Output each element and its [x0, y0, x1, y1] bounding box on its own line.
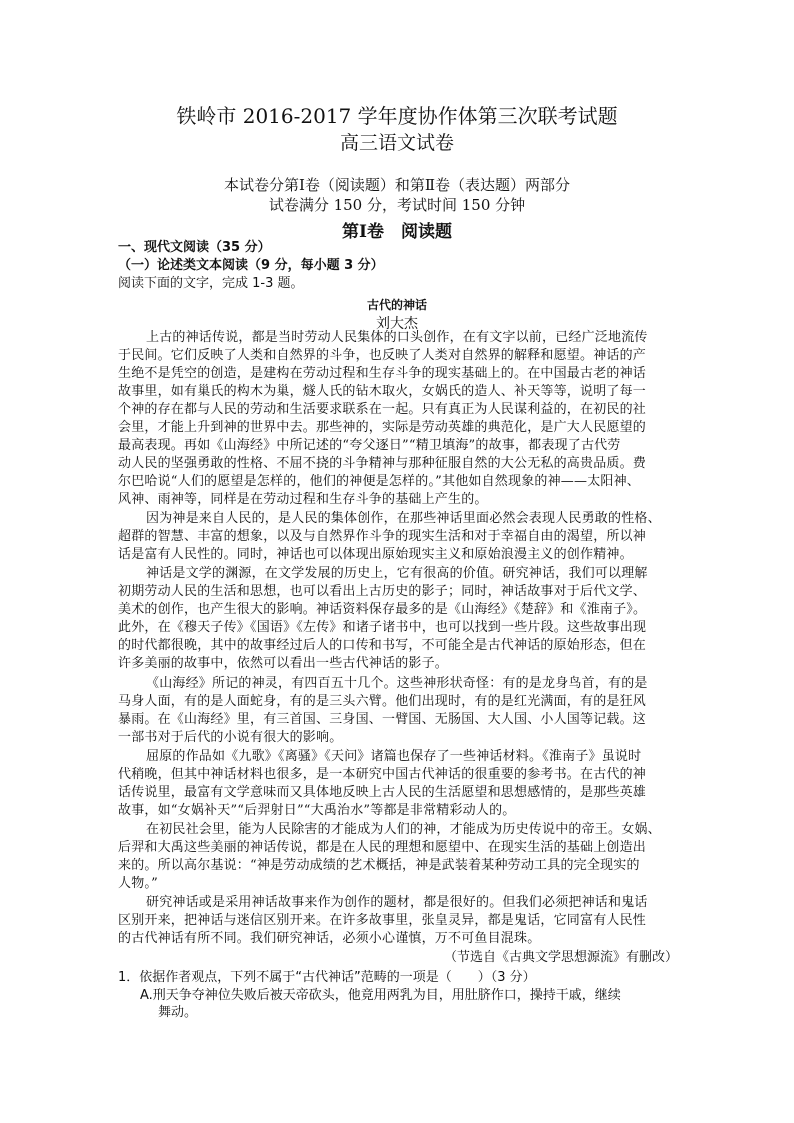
article-line: 话传说里，最富有文学意味而又具体地反映上古人民的生活愿望和思想感情的，是那些英雄 [118, 785, 647, 800]
exam-intro-score-time: 试卷满分 150 分，考试时间 150 分钟 [268, 196, 526, 214]
article-line: 一部书对于后代的小说有很大的影响。 [118, 730, 343, 745]
article-line: 故事，如“女娲补天”“后羿射日”“大禹治水”等都是非常精彩动人的。 [118, 803, 516, 818]
article-line: 区别开来，把神话与迷信区别开来。在许多故事里，张皇灵异，都是鬼话，它同富有人民性 [118, 913, 647, 928]
question-1-option-a-cont[interactable]: 舞动。 [158, 1005, 198, 1020]
section-heading: 一、现代文阅读（35 分） [118, 240, 271, 255]
article-line: 的时代都很晚，其中的故事经过后人的口传和书写，不可能全是古代神话的原始形态，但在 [118, 638, 647, 653]
article-line: 屈原的作品如《九歌》《离骚》《天问》诸篇也保存了一些神话材料。《淮南子》虽说时 [146, 749, 642, 764]
question-1-stem: 1．依据作者观点，下列不属于“古代神话”范畴的一项是（ ）（3 分） [118, 970, 536, 985]
article-line: 的古代神话有所不同。我们研究神话，必须小心谨慎，万不可鱼目混珠。 [118, 931, 541, 946]
article-line: 因为神是来自人民的，是人民的集体创作，在那些神话里面必然会表现人民勇敢的性格、 [146, 511, 661, 526]
article-line: 人物。” [118, 876, 158, 891]
article-author: 刘大杰 [376, 316, 418, 332]
article-line: 研究神话或是采用神话故事来作为创作的题材，都是很好的。但我们必须把神话和鬼话 [146, 895, 648, 910]
question-1-option-a[interactable]: A.刑天争夺神位失败后被天帝砍头，他竟用两乳为目，用肚脐作口，操持干戚，继续 [140, 988, 621, 1003]
article-line: 马身人面，有的是人面蛇身，有的是三头六臂。他们出现时，有的是红光满面，有的是狂风 [118, 694, 647, 709]
article-line: 超群的智慧、丰富的想象，以及与自然界作斗争的现实生活和对于幸福自由的渴望，所以神 [118, 529, 647, 544]
exam-intro-parts: 本试卷分第Ⅰ卷（阅读题）和第Ⅱ卷（表达题）两部分 [223, 176, 571, 194]
article-line: 初期劳动人民的生活和思想，也可以看出上古历史的影子；同时，神话故事对于后代文学、 [118, 584, 647, 599]
article-line: 个神的存在都与人民的劳动和生活要求联系在一起。只有真正为人民谋利益的，在初民的社 [118, 402, 647, 417]
exam-subtitle: 高三语文试卷 [339, 132, 454, 154]
article-line: 代稍晚，但其中神话材料也很多，是一本研究中国古代神话的很重要的参考书。在古代的神 [118, 767, 647, 782]
article-line: 最高表现。再如《山海经》中所记述的“夸父逐日”“精卫填海”的故事，都表现了古代劳 [118, 438, 621, 453]
article-line: 后羿和大禹这些美丽的神话传说，都是在人民的理想和愿望中、在现实生活的基础上创造出 [118, 840, 647, 855]
article-line: 在初民社会里，能为人民除害的才能成为人们的神，才能成为历史传说中的帝王。女娲、 [146, 822, 661, 837]
part-one-title: 第Ⅰ卷 阅读题 [342, 222, 452, 242]
article-line: 上古的神话传说，都是当时劳动人民集体的口头创作，在有文字以前，已经广泛地流传 [146, 330, 648, 345]
article-source: （节选自《古典文学思想源流》有删改） [443, 950, 678, 965]
article-line: 动人民的坚强勇敢的性格、不屈不挠的斗争精神与那种征服自然的大公无私的高贵品质。费 [118, 456, 647, 471]
subsection-heading: （一）论述类文本阅读（9 分，每小题 3 分） [118, 258, 384, 273]
article-line: 故事里，如有巢氏的构木为巢，燧人氏的钻木取火，女娲氏的造人、补天等等，说明了每一 [118, 384, 647, 399]
article-line: 会里，才能上升到神的世界中去。那些神的，实际是劳动英雄的典范化，是广大人民愿望的 [118, 420, 647, 435]
article-line: 风神、雨神等，同样是在劳动过程和生存斗争的基础上产生的。 [118, 492, 488, 507]
article-line: 于民间。它们反映了人类和自然界的斗争，也反映了人类对自然界的解释和愿望。神话的产 [118, 348, 647, 363]
reading-instruction: 阅读下面的文字，完成 1-3 题。 [118, 276, 304, 291]
article-line: 来的。所以高尔基说：“神是劳动成绩的艺术概括，神是武装着某种劳动工具的完全现实的 [118, 858, 640, 873]
article-line: 生绝不是凭空的创造，是建构在劳动过程和生存斗争的现实基础上的。在中国最古老的神话 [118, 366, 647, 381]
article-line: 许多美丽的故事中，依然可以看出一些古代神话的影子。 [118, 656, 449, 671]
article-line: 《山海经》所记的神灵，有四百五十几个。这些神形状奇怪：有的是龙身鸟首，有的是 [146, 676, 648, 691]
exam-title: 铁岭市 2016-2017 学年度协作体第三次联考试题 [176, 104, 618, 128]
article-line: 神话是文学的渊源，在文学发展的历史上，它有很高的价值。研究神话，我们可以理解 [146, 566, 648, 581]
article-line: 尔巴哈说“人们的愿望是怎样的，他们的神便是怎样的。”其他如自然现象的神——太阳神、 [118, 474, 640, 489]
article-title: 古代的神话 [366, 298, 427, 312]
article-line: 暴雨。在《山海经》里，有三首国、三身国、一臂国、无肠国、大人国、小人国等记载。这 [118, 712, 647, 727]
article-line: 美术的创作，也产生很大的影响。神话资料保存最多的是《山海经》《楚辞》和《淮南子》。 [118, 602, 647, 617]
article-line: 话是富有人民性的。同时，神话也可以体现出原始现实主义和原始浪漫主义的创作精神。 [118, 547, 633, 562]
article-line: 此外，在《穆天子传》《国语》《左传》和诸子诸书中，也可以找到一些片段。这些故事出现 [118, 620, 647, 635]
